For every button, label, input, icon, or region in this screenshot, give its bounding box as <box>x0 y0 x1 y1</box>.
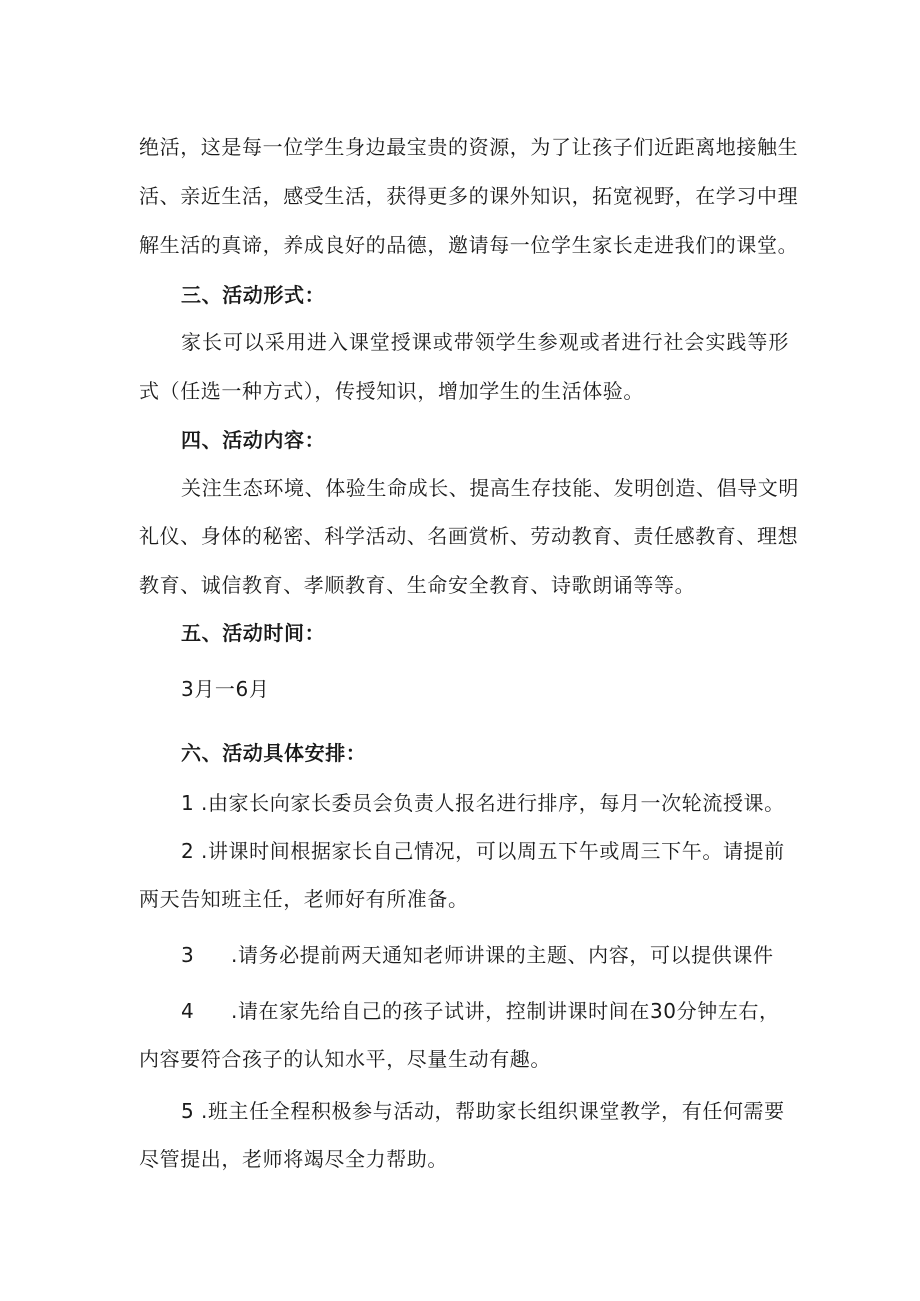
arrangement-item-2 <box>181 838 789 864</box>
arrangement-item-4 <box>181 998 789 1024</box>
item-text: .请务必提前两天通知老师讲课的主题、内容，可以提供课件 <box>231 943 774 967</box>
intro-line-3: 解生活的真谛，养成良好的品德，邀请每一位学生家长走进我们的课堂。 <box>139 233 799 257</box>
arrangement-item-2-cont: 两天告知班主任，老师好有所准备。 <box>139 887 469 911</box>
arrangement-item-3 <box>181 942 789 968</box>
item-number: 4 <box>181 999 195 1023</box>
section4-line-2: 礼仪、身体的秘密、科学活动、名画赏析、劳动教育、责任感教育、理想 <box>139 524 799 548</box>
section5-heading: 五、活动时间： <box>181 621 326 645</box>
arrangement-item-5 <box>181 1098 789 1124</box>
section6-heading: 六、活动具体安排： <box>181 741 367 765</box>
intro-line-1: 绝活，这是每一位学生身边最宝贵的资源，为了让孩子们近距离地接触生 <box>139 135 799 159</box>
section5-time: 3月一6月 <box>181 677 270 701</box>
item-number: 1 <box>181 791 195 815</box>
section4-heading: 四、活动内容： <box>181 428 326 452</box>
section3-line-1: 家长可以采用进入课堂授课或带领学生参观或者进行社会实践等形 <box>181 330 789 354</box>
intro-line-2: 活、亲近生活，感受生活，获得更多的课外知识，拓宽视野，在学习中理 <box>139 184 799 208</box>
section3-line-2: 式（任选一种方式），传授知识，增加学生的生活体验。 <box>139 379 644 403</box>
item-number: 2 <box>181 839 195 863</box>
section4-line-1: 关注生态环境、体验生命成长、提高生存技能、发明创造、倡导文明 <box>181 476 799 500</box>
section4-line-3: 教育、诚信教育、孝顺教育、生命安全教育、诗歌朗诵等等。 <box>139 573 696 597</box>
item-number: 3 <box>181 943 195 967</box>
arrangement-item-5-cont: 尽管提出，老师将竭尽全力帮助。 <box>139 1147 448 1171</box>
arrangement-item-1 <box>181 790 789 816</box>
section3-heading: 三、活动形式： <box>181 283 326 307</box>
item-text: .请在家先给自己的孩子试讲，控制讲课时间在30分钟左右， <box>231 999 780 1023</box>
item-text: .班主任全程积极参与活动，帮助家长组织课堂教学，有任何需要 <box>201 1099 785 1123</box>
item-text: .讲课时间根据家长自己情况，可以周五下午或周三下午。请提前 <box>201 839 785 863</box>
arrangement-item-4-cont: 内容要符合孩子的认知水平，尽量生动有趣。 <box>139 1047 551 1071</box>
item-number: 5 <box>181 1099 195 1123</box>
item-text: .由家长向家长委员会负责人报名进行排序，每月一次轮流授课。 <box>201 791 785 815</box>
